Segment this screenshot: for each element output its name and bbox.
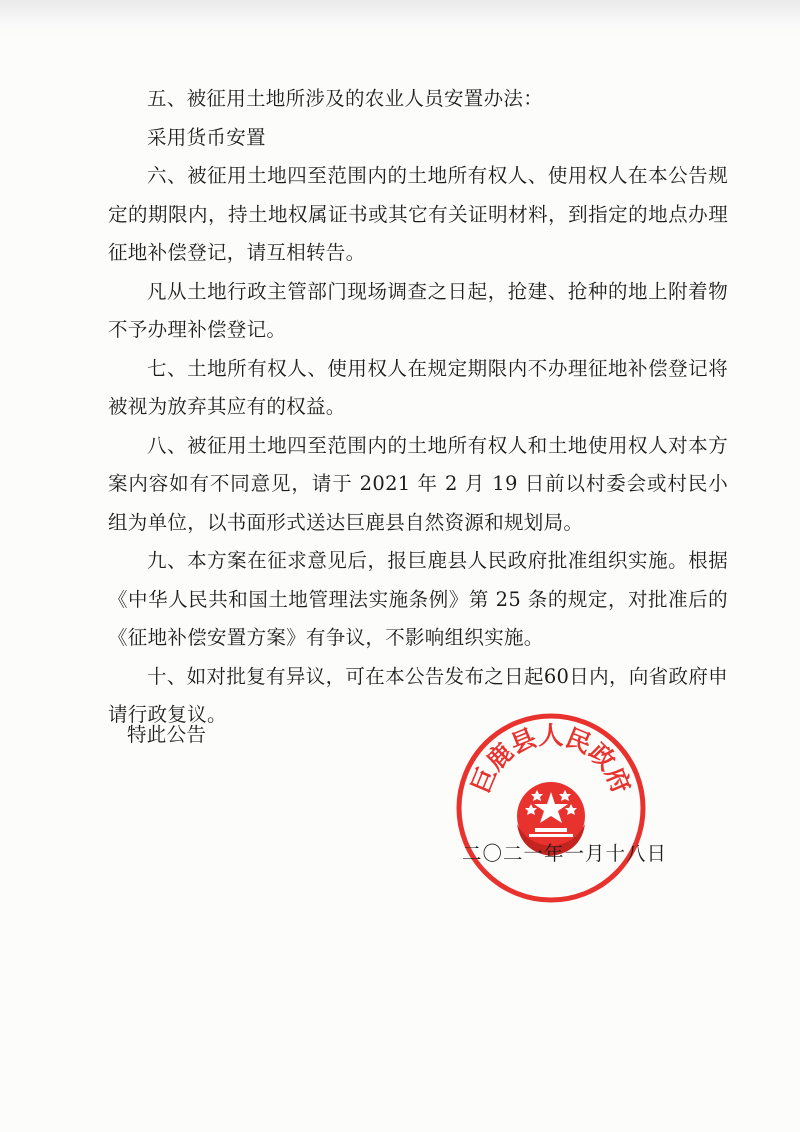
paragraph-5: 五、被征用土地所涉及的农业人员安置办法： — [147, 87, 544, 110]
paragraph-10: 十、如对批复有异议，可在本公告发布之日起60日内，向省政府申请行政复议。 — [108, 664, 728, 726]
paragraph-5-detail: 采用货币安置 — [147, 125, 266, 149]
paragraph-7: 七、土地所有权人、使用权人在规定期限内不办理征地补偿登记将被视为放弃其应有的权益。 — [108, 356, 728, 418]
scan-edge-shading — [0, 0, 800, 40]
official-seal — [455, 712, 647, 904]
closing-phrase: 特此公告 — [127, 723, 207, 746]
issue-date: 二〇二一年一月十八日 — [462, 842, 668, 865]
document-body — [108, 80, 728, 735]
paragraph-6-note: 凡从土地行政主管部门现场调查之日起，抢建、抢种的地上附着物不予办理补偿登记。 — [108, 279, 728, 341]
paragraph-8: 八、被征用土地四至范围内的土地所有权人和土地使用权人对本方案内容如有不同意见，请于 2021 年 2 月 19 日前以村委会或村民小组为单位，以书面形式送达巨鹿县自然资源和规划局。 — [108, 433, 728, 534]
paragraph-6: 六、被征用土地四至范围内的土地所有权人、使用权人在本公告规定的期限内，持土地权属证书或其它有关证明材料，到指定的地点办理征地补偿登记，请互相转告。 — [108, 164, 728, 264]
seal-text: 巨鹿县人民政府 — [465, 721, 637, 798]
paragraph-9: 九、本方案在征求意见后，报巨鹿县人民政府批准组织实施。根据《中华人民共和国土地管理法实施条例》第 25 条的规定，对批准后的《征地补偿安置方案》有争议，不影响组织实施。 — [108, 549, 728, 649]
